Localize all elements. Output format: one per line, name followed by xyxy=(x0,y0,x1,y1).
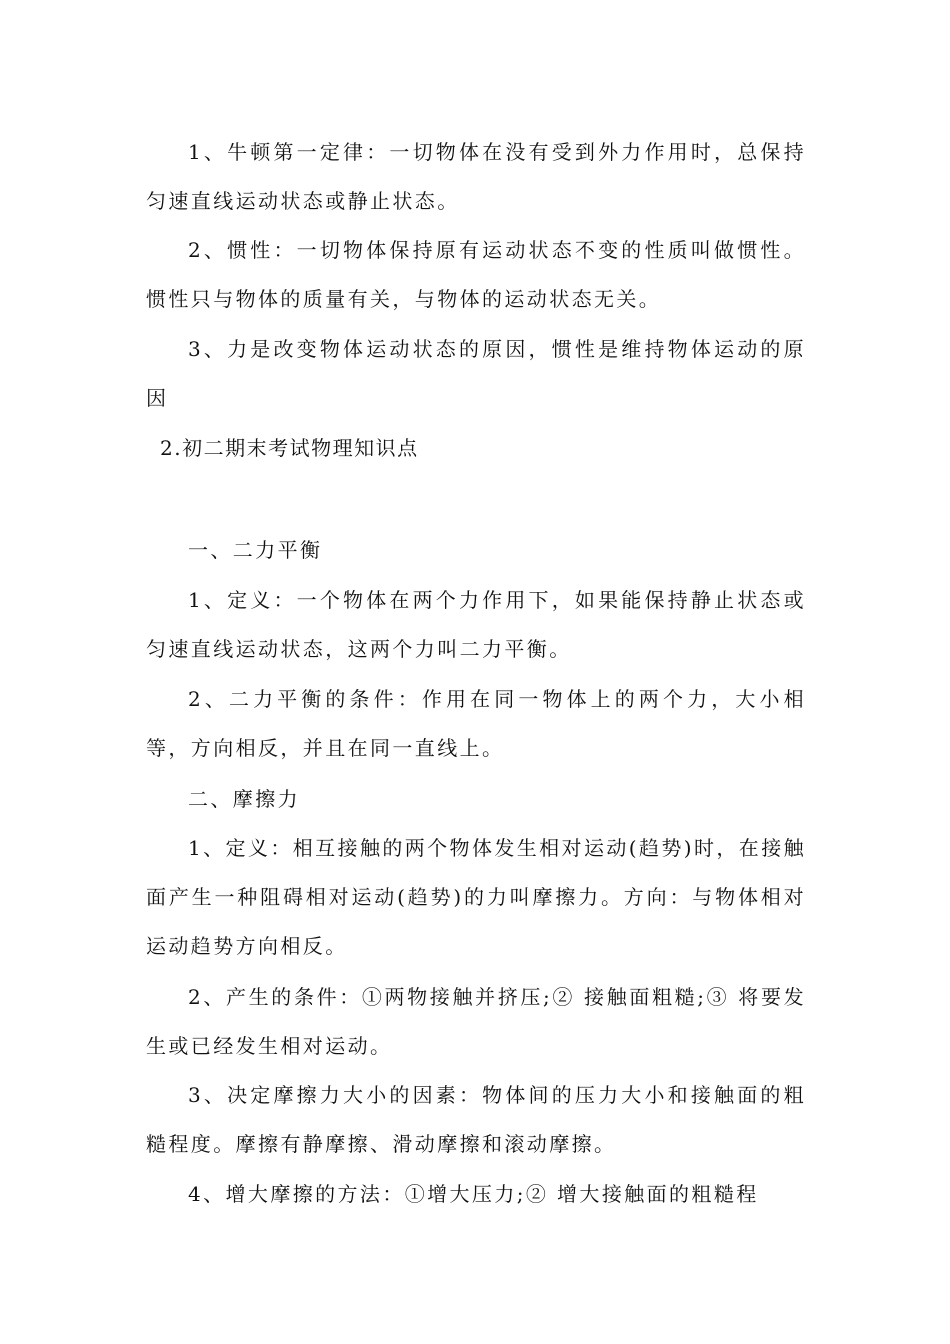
section-title: 2.初二期末考试物理知识点 xyxy=(160,436,419,460)
paragraph-balance-conditions: 2、二力平衡的条件：作用在同一物体上的两个力，大小相等，方向相反，并且在同一直线上。 xyxy=(146,687,806,760)
paragraph-friction-conditions: 2、产生的条件：①两物接触并挤压;② 接触面粗糙;③ 将要发生或已经发生相对运动。 xyxy=(146,985,806,1058)
paragraph-increase-friction: 4、增大摩擦的方法：①增大压力;② 增大接触面的粗糙程 xyxy=(188,1182,759,1206)
paragraph-inertia: 2、惯性：一切物体保持原有运动状态不变的性质叫做惯性。惯性只与物体的质量有关，与物体的运动状态无关。 xyxy=(146,238,806,311)
paragraph-force-motion: 3、力是改变物体运动状态的原因，惯性是维持物体运动的原因 xyxy=(146,337,806,410)
subheading-two-force-balance: 一、二力平衡 xyxy=(188,538,323,562)
paragraph-newton-first-law: 1、牛顿第一定律：一切物体在没有受到外力作用时，总保持匀速直线运动状态或静止状态。 xyxy=(146,140,806,213)
paragraph-friction-definition: 1、定义：相互接触的两个物体发生相对运动(趋势)时，在接触面产生一种阻碍相对运动(趋势)的力叫摩擦力。方向：与物体相对运动趋势方向相反。 xyxy=(146,836,806,958)
subheading-friction: 二、摩擦力 xyxy=(188,787,300,811)
paragraph-friction-factors: 3、决定摩擦力大小的因素：物体间的压力大小和接触面的粗糙程度。摩擦有静摩擦、滑动摩擦和滚动摩擦。 xyxy=(146,1083,806,1156)
paragraph-balance-definition: 1、定义：一个物体在两个力作用下，如果能保持静止状态或匀速直线运动状态，这两个力叫二力平衡。 xyxy=(146,588,806,661)
